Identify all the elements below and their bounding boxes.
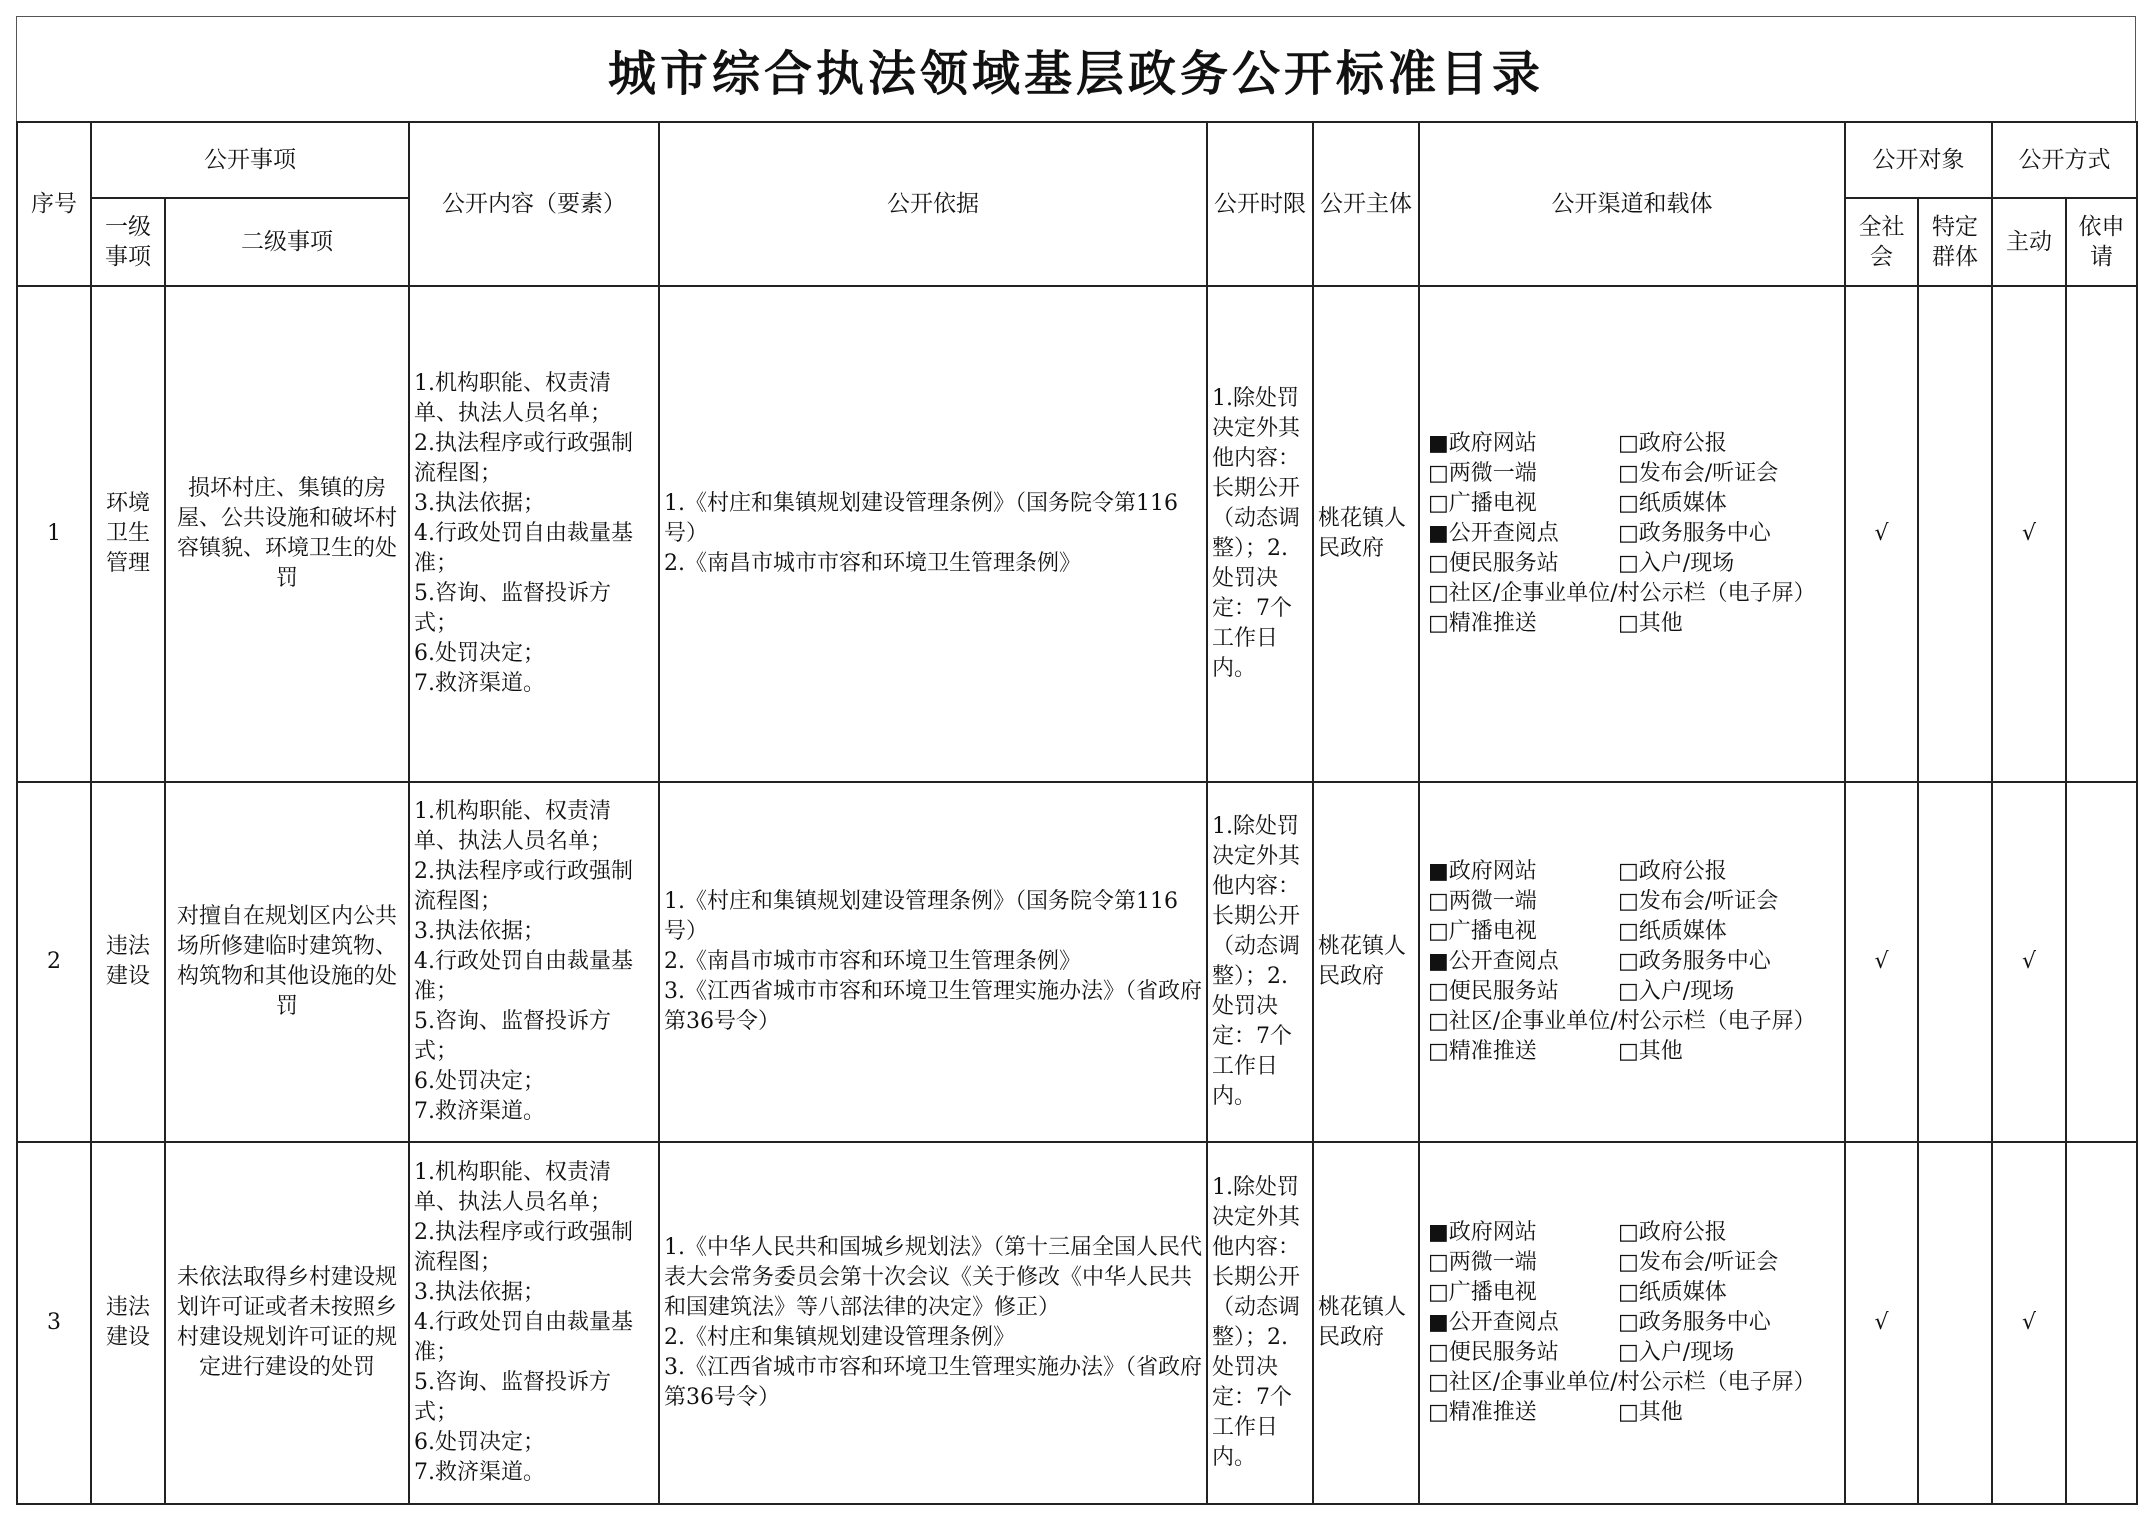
- row-basis: [659, 1142, 1207, 1504]
- row-mode-active: √: [1992, 1142, 2066, 1504]
- channel-item: □其他: [1618, 1039, 1683, 1064]
- row-seq: 1: [17, 286, 91, 782]
- channel-item: □便民服务站: [1428, 979, 1559, 1004]
- header-channel: 公开渠道和载体: [1419, 122, 1845, 286]
- content-item: 1.机构职能、权责清单、执法人员名单；: [414, 1160, 613, 1215]
- basis-item: 2.《南昌市城市市容和环境卫生管理条例》: [664, 949, 1081, 974]
- channel-item: □政府公报: [1618, 431, 1727, 456]
- row-mode-active: √: [1992, 286, 2066, 782]
- content-item: 5.咨询、监督投诉方式；: [414, 1009, 611, 1064]
- row-seq: 2: [17, 782, 91, 1142]
- channel-item: □精准推送: [1428, 611, 1537, 636]
- row-content: [409, 1142, 659, 1504]
- content-item: 7.救济渠道。: [414, 1460, 545, 1485]
- header-matter: 公开事项: [91, 122, 409, 198]
- channel-item: ■公开查阅点: [1428, 1310, 1559, 1335]
- channel-item: □便民服务站: [1428, 551, 1559, 576]
- channel-item: □政府公报: [1618, 859, 1727, 884]
- basis-item: 1.《中华人民共和国城乡规划法》（第十三届全国人民代表大会常务委员会第十次会议《关于修改《中华人民共和国建筑法》等八部法律的决定》修正）: [664, 1235, 1202, 1320]
- channel-item: □便民服务站: [1428, 1340, 1559, 1365]
- row-level1: 违法建设: [91, 782, 165, 1142]
- channel-item: □精准推送: [1428, 1039, 1537, 1064]
- channel-item: □两微一端: [1428, 889, 1537, 914]
- content-item: 3.执法依据；: [414, 491, 545, 516]
- row-level1: 违法建设: [91, 1142, 165, 1504]
- channel-item: □广播电视: [1428, 919, 1537, 944]
- content-item: 2.执法程序或行政强制流程图；: [414, 1220, 633, 1275]
- row-time-limit: 1.除处罚决定外其他内容：长期公开（动态调整）；2.处罚决定：7个工作日内。: [1207, 1142, 1313, 1504]
- channel-item: □两微一端: [1428, 461, 1537, 486]
- channel-item: ■公开查阅点: [1428, 521, 1559, 546]
- channel-item: □其他: [1618, 611, 1683, 636]
- page-title: 城市综合执法领域基层政务公开标准目录: [607, 45, 1544, 102]
- row-level2: 未依法取得乡村建设规划许可证或者未按照乡村建设规划许可证的规定进行建设的处罚: [165, 1142, 409, 1504]
- header-time-limit: 公开时限: [1207, 122, 1313, 286]
- row-level1: 环境卫生管理: [91, 286, 165, 782]
- row-subject: 桃花镇人民政府: [1313, 1142, 1419, 1504]
- channel-item: □入户/现场: [1618, 979, 1735, 1004]
- channel-item: □政府公报: [1618, 1220, 1727, 1245]
- row-subject: 桃花镇人民政府: [1313, 286, 1419, 782]
- basis-item: 2.《南昌市城市市容和环境卫生管理条例》: [664, 551, 1081, 576]
- row-channels: [1419, 782, 1845, 1142]
- content-item: 4.行政处罚自由裁量基准；: [414, 1310, 633, 1365]
- channel-item: ■政府网站: [1428, 859, 1537, 884]
- row-mode-apply: [2066, 782, 2137, 1142]
- row-channels: [1419, 286, 1845, 782]
- channel-item: □社区/企事业单位/村公示栏（电子屏）: [1428, 581, 1816, 606]
- content-item: 2.执法程序或行政强制流程图；: [414, 431, 633, 486]
- row-subject: 桃花镇人民政府: [1313, 782, 1419, 1142]
- title-box: [16, 16, 2136, 121]
- channel-item: □纸质媒体: [1618, 491, 1727, 516]
- table-row: [17, 782, 2137, 1142]
- content-item: 7.救济渠道。: [414, 671, 545, 696]
- row-level2: 损坏村庄、集镇的房屋、公共设施和破坏村容镇貌、环境卫生的处罚: [165, 286, 409, 782]
- table-row: [17, 286, 2137, 782]
- header-basis: 公开依据: [659, 122, 1207, 286]
- content-item: 5.咨询、监督投诉方式；: [414, 581, 611, 636]
- basis-item: 3.《江西省城市市容和环境卫生管理实施办法》（省政府第36号令）: [664, 979, 1202, 1034]
- channel-item: □纸质媒体: [1618, 919, 1727, 944]
- content-item: 1.机构职能、权责清单、执法人员名单；: [414, 371, 613, 426]
- row-mode-active: √: [1992, 782, 2066, 1142]
- channel-item: □政务服务中心: [1618, 1310, 1771, 1335]
- content-item: 5.咨询、监督投诉方式；: [414, 1370, 611, 1425]
- row-channels: [1419, 1142, 1845, 1504]
- channel-grid: [1424, 429, 1840, 639]
- basis-item: 3.《江西省城市市容和环境卫生管理实施办法》（省政府第36号令）: [664, 1355, 1202, 1410]
- channel-item: □政务服务中心: [1618, 949, 1771, 974]
- row-level2: 对擅自在规划区内公共场所修建临时建筑物、构筑物和其他设施的处罚: [165, 782, 409, 1142]
- row-target-all: √: [1845, 286, 1918, 782]
- channel-item: □其他: [1618, 1400, 1683, 1425]
- content-item: 6.处罚决定；: [414, 1430, 545, 1455]
- content-item: 3.执法依据；: [414, 1280, 545, 1305]
- channel-item: □精准推送: [1428, 1400, 1537, 1425]
- header-level1: 一级事项: [91, 198, 165, 286]
- header-subject: 公开主体: [1313, 122, 1419, 286]
- channel-item: ■政府网站: [1428, 431, 1537, 456]
- channel-item: □纸质媒体: [1618, 1280, 1727, 1305]
- row-time-limit: 1.除处罚决定外其他内容：长期公开（动态调整）；2.处罚决定：7个工作日内。: [1207, 286, 1313, 782]
- channel-grid: [1424, 1218, 1840, 1428]
- row-target-group: [1918, 782, 1992, 1142]
- channel-item: □社区/企事业单位/村公示栏（电子屏）: [1428, 1009, 1816, 1034]
- header-mode-apply: 依申请: [2066, 198, 2137, 286]
- row-mode-apply: [2066, 1142, 2137, 1504]
- content-item: 7.救济渠道。: [414, 1099, 545, 1124]
- row-content: [409, 782, 659, 1142]
- row-target-group: [1918, 1142, 1992, 1504]
- channel-item: □政务服务中心: [1618, 521, 1771, 546]
- channel-item: □发布会/听证会: [1618, 889, 1779, 914]
- channel-item: □发布会/听证会: [1618, 461, 1779, 486]
- channel-item: □社区/企事业单位/村公示栏（电子屏）: [1428, 1370, 1816, 1395]
- content-item: 2.执法程序或行政强制流程图；: [414, 859, 633, 914]
- content-item: 4.行政处罚自由裁量基准；: [414, 521, 633, 576]
- header-target: 公开对象: [1845, 122, 1992, 198]
- standard-catalog-table: [16, 121, 2138, 1505]
- channel-item: ■政府网站: [1428, 1220, 1537, 1245]
- channel-item: □入户/现场: [1618, 1340, 1735, 1365]
- header-content: 公开内容（要素）: [409, 122, 659, 286]
- row-target-all: √: [1845, 1142, 1918, 1504]
- content-item: 6.处罚决定；: [414, 1069, 545, 1094]
- document-frame: [16, 16, 2136, 1505]
- row-time-limit: 1.除处罚决定外其他内容：长期公开（动态调整）；2.处罚决定：7个工作日内。: [1207, 782, 1313, 1142]
- header-target-all: 全社会: [1845, 198, 1918, 286]
- basis-item: 1.《村庄和集镇规划建设管理条例》（国务院令第116号）: [664, 889, 1178, 944]
- content-item: 4.行政处罚自由裁量基准；: [414, 949, 633, 1004]
- header-mode-active: 主动: [1992, 198, 2066, 286]
- row-target-all: √: [1845, 782, 1918, 1142]
- row-content: [409, 286, 659, 782]
- table-row: [17, 1142, 2137, 1504]
- channel-item: ■公开查阅点: [1428, 949, 1559, 974]
- channel-item: □广播电视: [1428, 1280, 1537, 1305]
- row-basis: [659, 782, 1207, 1142]
- header-level2: 二级事项: [165, 198, 409, 286]
- header-seq: 序号: [17, 122, 91, 286]
- channel-item: □两微一端: [1428, 1250, 1537, 1275]
- basis-item: 2.《村庄和集镇规划建设管理条例》: [664, 1325, 1015, 1350]
- content-item: 6.处罚决定；: [414, 641, 545, 666]
- channel-item: □发布会/听证会: [1618, 1250, 1779, 1275]
- header-target-group: 特定群体: [1918, 198, 1992, 286]
- channel-grid: [1424, 857, 1840, 1067]
- channel-item: □入户/现场: [1618, 551, 1735, 576]
- row-target-group: [1918, 286, 1992, 782]
- header-mode: 公开方式: [1992, 122, 2137, 198]
- row-basis: [659, 286, 1207, 782]
- content-item: 1.机构职能、权责清单、执法人员名单；: [414, 799, 613, 854]
- row-seq: 3: [17, 1142, 91, 1504]
- basis-item: 1.《村庄和集镇规划建设管理条例》（国务院令第116号）: [664, 491, 1178, 546]
- channel-item: □广播电视: [1428, 491, 1537, 516]
- row-mode-apply: [2066, 286, 2137, 782]
- content-item: 3.执法依据；: [414, 919, 545, 944]
